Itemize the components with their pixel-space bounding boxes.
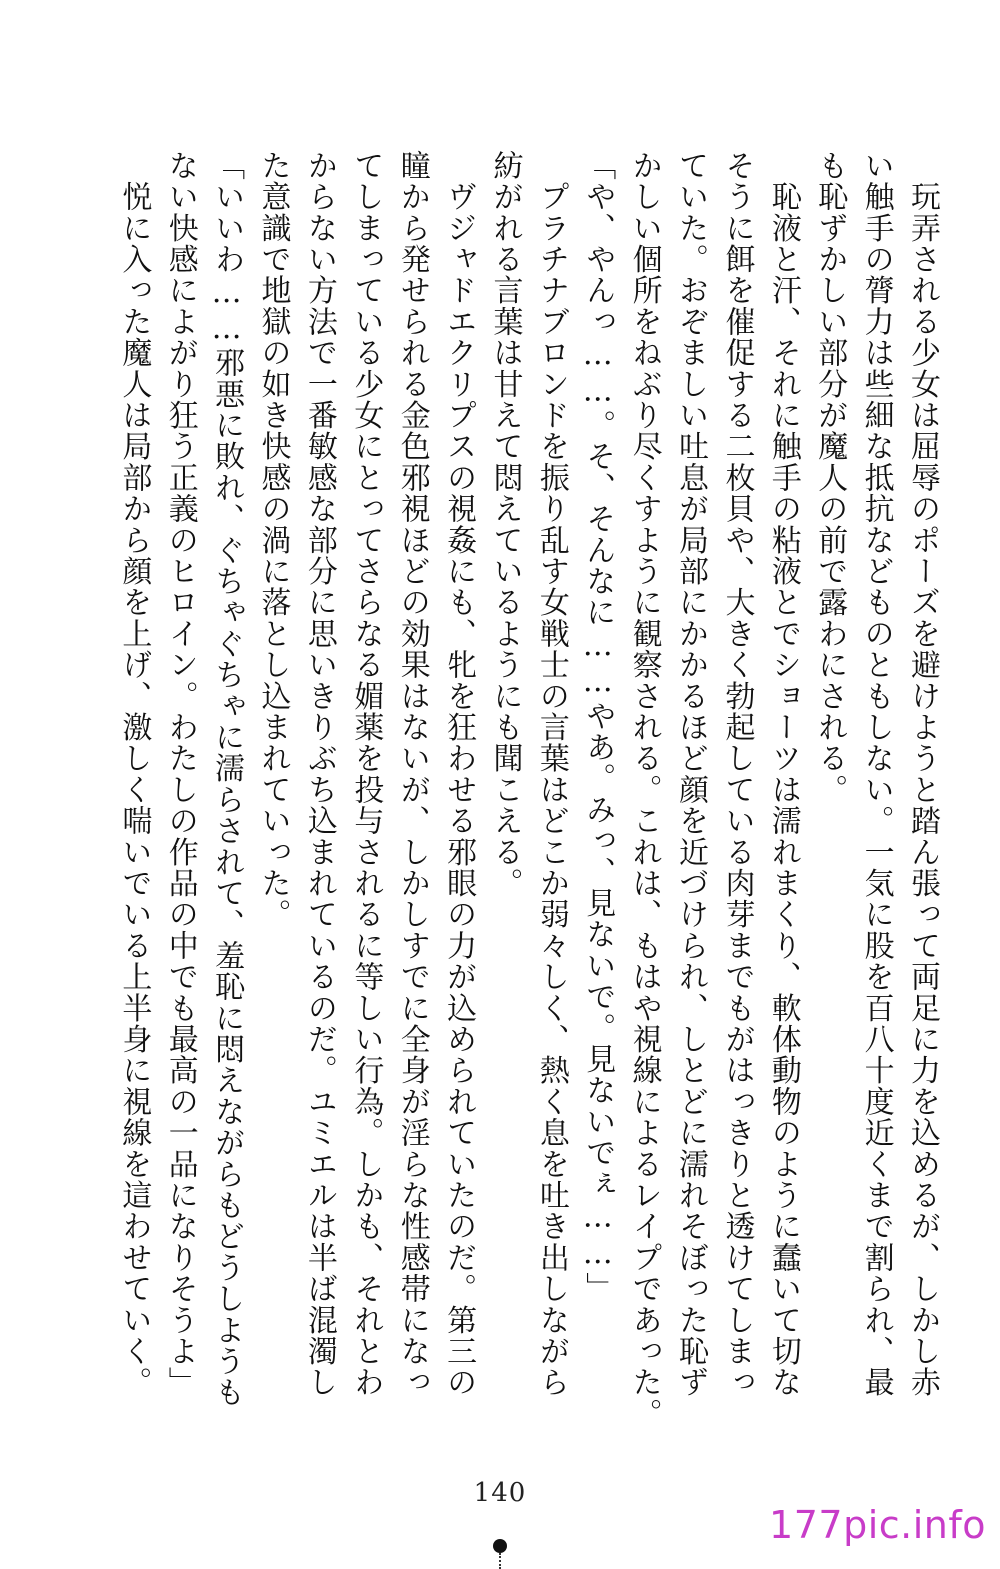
text-column-3: も恥ずかしい部分が魔人の前で露わにされる。 [812, 150, 848, 806]
text-column-18: 悦に入った魔人は局部から顔を上げ、激しく喘いでいる上半身に視線を這わせていく。 [116, 150, 152, 1398]
text-column-2: い触手の膂力は些細な抵抗などものともしない。一気に股を百八十度近くまで割られ、最 [858, 150, 894, 1398]
text-column-12: 瞳から発せられる金色邪視ほどの効果はないが、しかしすでに全身が淫らな性感帯になっ [394, 150, 430, 1398]
text-column-8: 「や、やんっ……。そ、そんなに……やあ。みっ、見ないで。見ないでぇ……」 [580, 150, 616, 1304]
page-number: 140 [473, 1478, 527, 1508]
text-column-17: ない快感によがり狂う正義のヒロイン。わたしの作品の中でも最高の一品になりそうよ」 [162, 150, 198, 1398]
text-column-1: 玩弄される少女は屈辱のポーズを避けようと踏ん張って両足に力を込めるが、しかし赤 [905, 150, 940, 1398]
text-column-6: ていた。おぞましい吐息が局部にかかるほど顔を近づけられ、しとどに濡れそぼった恥ず [673, 150, 709, 1398]
vertical-text-block [58, 150, 938, 1450]
text-column-11: ヴジャドエクリプスの視姦にも、牝を狂わせる邪眼の力が込められていたのだ。第三の [441, 150, 477, 1398]
text-column-16: 「いいわ……邪悪に敗れ、ぐちゃぐちゃに濡らされて、羞恥に悶えながらもどうしようも [209, 150, 245, 1408]
text-column-4: 恥液と汗、それに触手の粘液とでショーツは濡れまくり、軟体動物のように蠢いて切な [765, 150, 801, 1398]
text-column-13: てしまっている少女にとってさらなる媚薬を投与されるに等しい行為。しかも、それとわ [348, 150, 384, 1398]
text-column-15: た意識で地獄の如き快感の渦に落とし込まれていった。 [255, 150, 291, 930]
watermark-text: 177pic.info [769, 1503, 986, 1547]
text-column-7: かしい個所をねぶり尽くすように観察される。これは、もはや視線によるレイプであった。 [626, 150, 662, 1430]
folio-dot-icon [493, 1539, 507, 1553]
folio-dotted-line [499, 1553, 503, 1569]
text-column-5: そうに餌を催促する二枚貝や、大きく勃起している肉芽までもがはっきりと透けてしまっ [719, 150, 755, 1398]
text-column-14: からない方法で一番敏感な部分に思いきりぶち込まれているのだ。ユミエルは半ば混濁し [301, 150, 337, 1398]
text-column-10: 紡がれる言葉は甘えて悶えているようにも聞こえる。 [487, 150, 523, 899]
text-column-9: プラチナブロンドを振り乱す女戦士の言葉はどこか弱々しく、熱く息を吐き出しながら [533, 150, 569, 1398]
